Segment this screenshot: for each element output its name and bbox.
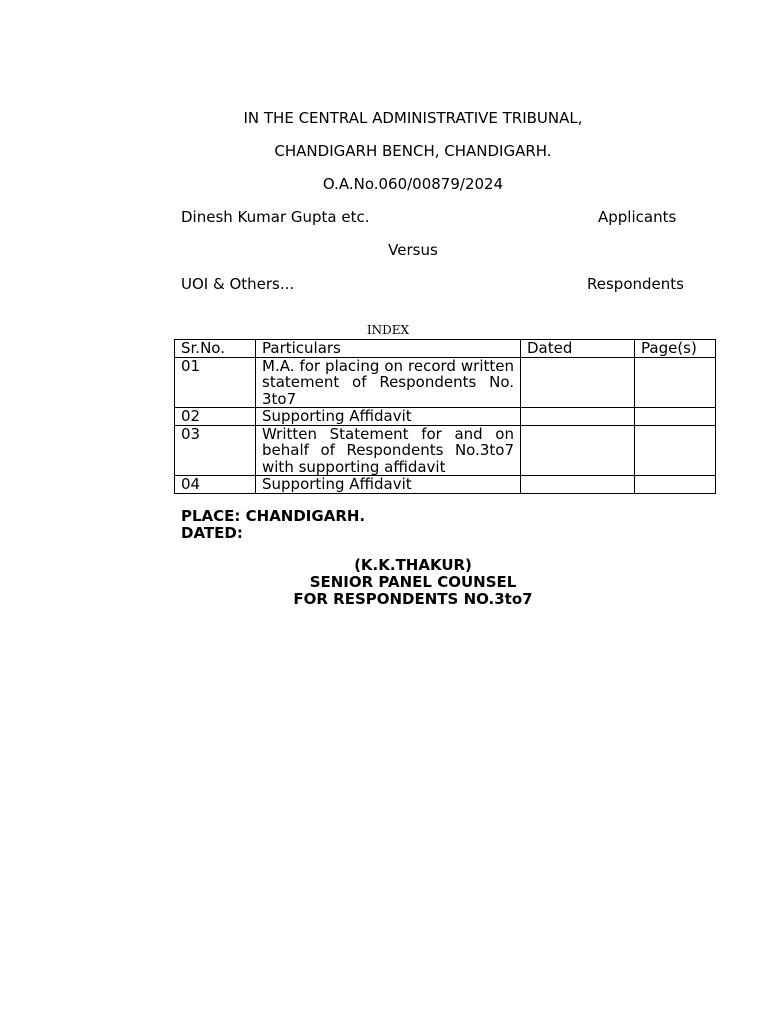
respondent-label: Respondents — [587, 275, 684, 293]
table-row — [175, 425, 716, 476]
counsel-name: (K.K.THAKUR) — [354, 556, 472, 574]
counsel-for-line: FOR RESPONDENTS NO.3to7 — [293, 590, 533, 608]
versus-text: Versus — [388, 241, 438, 259]
table-row — [175, 357, 716, 408]
cell-dated — [521, 408, 635, 426]
cell-particulars: Supporting Affidavit — [256, 476, 521, 494]
column-header-dated: Dated — [521, 340, 635, 358]
cell-pages — [635, 476, 716, 494]
bench-title: CHANDIGARH BENCH, CHANDIGARH. — [274, 142, 552, 160]
cell-particulars: Written Statement for and on behalf of Respondents No.3to7 with supporting affidavit — [256, 425, 521, 476]
cell-pages — [635, 357, 716, 408]
column-header-srno: Sr.No. — [175, 340, 256, 358]
cell-pages — [635, 425, 716, 476]
table-header-row — [175, 340, 716, 358]
case-number: O.A.No.060/00879/2024 — [322, 175, 504, 193]
dated-line: DATED: — [181, 524, 243, 542]
applicant-label: Applicants — [598, 208, 677, 226]
cell-dated — [521, 357, 635, 408]
table-row — [175, 476, 716, 494]
cell-particulars: Supporting Affidavit — [256, 408, 521, 426]
cell-dated — [521, 476, 635, 494]
applicant-name: Dinesh Kumar Gupta etc. — [181, 208, 370, 226]
counsel-designation: SENIOR PANEL COUNSEL — [309, 573, 517, 591]
respondent-name: UOI & Others... — [181, 275, 295, 293]
index-title: INDEX — [366, 323, 410, 337]
table-row — [175, 408, 716, 426]
cell-srno: 03 — [175, 425, 256, 476]
cell-srno: 02 — [175, 408, 256, 426]
cell-srno: 04 — [175, 476, 256, 494]
column-header-pages: Page(s) — [635, 340, 716, 358]
cell-pages — [635, 408, 716, 426]
cell-dated — [521, 425, 635, 476]
cell-srno: 01 — [175, 357, 256, 408]
place-line: PLACE: CHANDIGARH. — [181, 507, 366, 525]
index-table — [174, 339, 716, 494]
cell-particulars: M.A. for placing on record written statement of Respondents No. 3to7 — [256, 357, 521, 408]
court-title: IN THE CENTRAL ADMINISTRATIVE TRIBUNAL, — [243, 109, 583, 127]
column-header-particulars: Particulars — [256, 340, 521, 358]
